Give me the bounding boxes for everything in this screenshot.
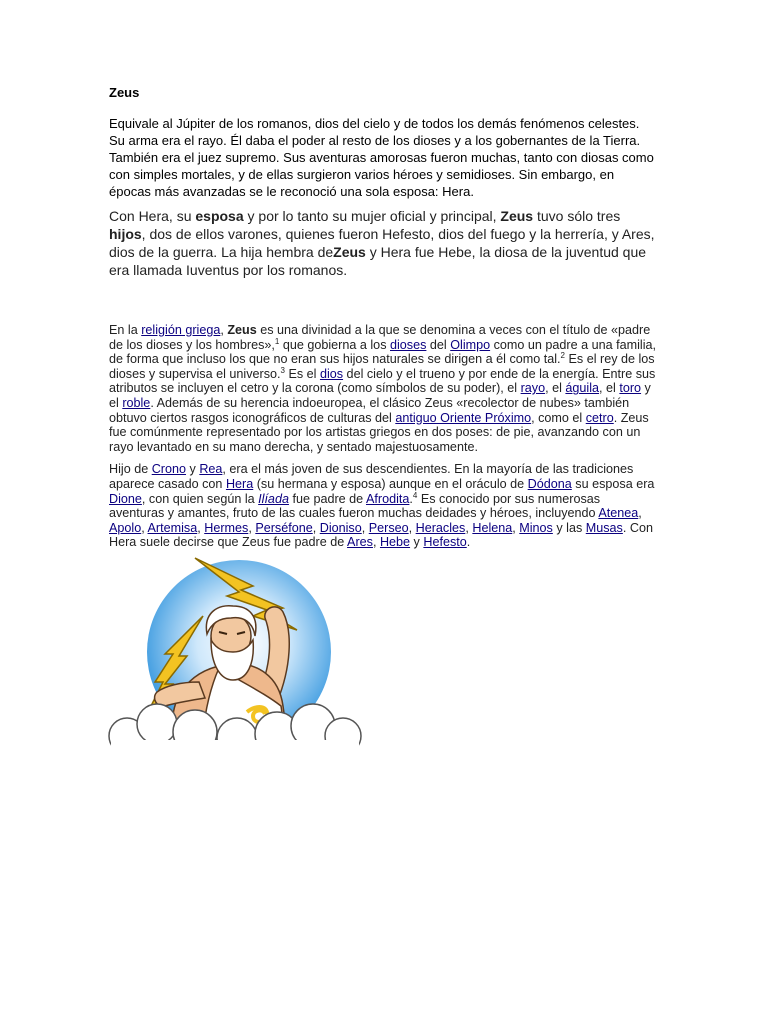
text: , era el más joven de sus descendientes. En la mayoría de las tradiciones aparece casado con [109, 462, 634, 491]
link-dione[interactable]: Dione [109, 491, 142, 506]
link-rayo[interactable]: rayo [520, 381, 546, 396]
text: Es el [284, 366, 320, 381]
link-musas[interactable]: Musas [585, 520, 623, 535]
text: . [466, 535, 471, 550]
link-roble[interactable]: roble [122, 395, 151, 410]
text: , [197, 520, 205, 535]
text: , con quien según la [141, 491, 259, 506]
text: , [372, 535, 380, 550]
link-hefesto[interactable]: Hefesto [423, 535, 467, 550]
bold-zeus: Zeus [500, 208, 534, 224]
link-toro[interactable]: toro [619, 381, 642, 396]
text: , [220, 323, 228, 337]
link-helena[interactable]: Helena [472, 520, 513, 535]
text: , [408, 520, 416, 535]
text: Con Hera, su [109, 208, 196, 224]
page-title: Zeus [109, 85, 140, 100]
wikipedia-excerpt [109, 323, 657, 550]
footnote-2[interactable]: 2 [560, 351, 565, 360]
text: . Con Hera suele decirse que Zeus fue padre de [109, 520, 653, 550]
text: , [512, 520, 520, 535]
bold-zeus: Zeus [333, 244, 366, 260]
footnote-4[interactable]: 4 [412, 490, 418, 500]
text: , el [599, 381, 620, 396]
link-antiguo-oriente-proximo[interactable]: antiguo Oriente Próximo [395, 410, 532, 425]
bold-hijos: hijos [109, 226, 142, 242]
text: , [141, 520, 148, 535]
text: Es conocido por sus numerosas aventuras y amantes, fruto de las cuales fueron muchas deidades y héroes, incluyendo [109, 491, 601, 521]
link-olimpo[interactable]: Olimpo [450, 337, 491, 352]
text: . Además de su herencia indoeuropea, el clásico Zeus «recolector de nubes» también obtuvo ciertos rasgos iconográficos de culturas del [109, 395, 630, 425]
link-perseo[interactable]: Perseo [368, 520, 409, 535]
link-dioniso[interactable]: Dioniso [319, 520, 362, 535]
link-artemisa[interactable]: Artemisa [147, 520, 198, 535]
link-minos[interactable]: Minos [519, 520, 553, 535]
text: En la [109, 323, 142, 337]
religion-paragraph [109, 323, 657, 454]
link-ares[interactable]: Ares [347, 535, 373, 550]
text: , [248, 520, 256, 535]
link-heracles[interactable]: Heracles [415, 520, 466, 535]
hera-paragraph [109, 207, 657, 279]
text: y [410, 535, 424, 550]
link-crono[interactable]: Crono [151, 462, 187, 477]
text: . [409, 491, 413, 506]
link-persefone[interactable]: Perséfone [255, 520, 313, 535]
text: , como el [531, 410, 586, 425]
intro-paragraph: Equivale al Júpiter de los romanos, dios del cielo y de todos los demás fenómenos celestes. Su arma era el rayo. Él daba el poder al resto de los dioses y a los gobernantes de la Tierra. También era el juez supremo. Sus aventuras amorosas fueron muchas, tanto con diosas como con simples mortales, y de ellas surgieron varios héroes y semidioses. Sin embargo, en épocas más avanzadas se le reconoció una sola esposa: Hera. [109, 116, 654, 199]
text: (su hermana y esposa) aunque en el oráculo de [253, 476, 528, 491]
text: y por lo tanto su mujer oficial y principal, [243, 208, 501, 224]
text: , [638, 506, 642, 521]
link-hebe[interactable]: Hebe [379, 535, 411, 550]
link-dios[interactable]: dios [319, 366, 344, 381]
link-hermes[interactable]: Hermes [204, 520, 249, 535]
link-hera[interactable]: Hera [225, 476, 254, 491]
link-afrodita[interactable]: Afrodita [365, 491, 410, 506]
text: y las [552, 520, 586, 535]
text: del [426, 337, 451, 352]
text: como un padre a una familia, de forma que incluso los que no eran sus hijos naturales se dirigen a él como tal. [109, 337, 657, 367]
footnote-1[interactable]: 1 [274, 336, 280, 346]
zeus-illustration [107, 556, 363, 756]
link-rea[interactable]: Rea [199, 462, 223, 477]
link-dioses[interactable]: dioses [390, 337, 427, 352]
family-paragraph [109, 462, 657, 550]
link-apolo[interactable]: Apolo [109, 520, 142, 535]
text: , [465, 520, 473, 535]
document-page [109, 84, 657, 756]
link-iliada[interactable]: Ilíada [258, 491, 289, 506]
text: y el [109, 381, 651, 410]
bold-esposa: esposa [195, 208, 244, 224]
text: , [361, 520, 369, 535]
link-dodona[interactable]: Dódona [527, 476, 572, 491]
text: Hijo de [109, 462, 152, 477]
link-atenea[interactable]: Atenea [598, 506, 639, 521]
footnote-3[interactable]: 3 [280, 365, 285, 375]
text: fue padre de [288, 491, 366, 506]
text: , el [545, 381, 566, 396]
text: . Zeus fue comúnmente representado por los artistas griegos en dos poses: de pie, avanzando con un rayo levantado en su mano derecha, y sentado majestuosamente. [109, 410, 649, 454]
text: que gobierna a los [279, 337, 390, 352]
text: , dos de ellos varones, quienes fueron Hefesto, dios del fuego y la herrería, y Ares, dios de la guerra. La hija hembra de [109, 226, 655, 260]
text: su esposa era [571, 476, 655, 491]
link-cetro[interactable]: cetro [585, 410, 614, 425]
text: Es el rey de los dioses y supervisa el universo. [109, 352, 655, 381]
link-religion-griega[interactable]: religión griega [141, 323, 221, 337]
text: del cielo y el trueno y por ende de la energía. Entre sus atributos se incluyen el cetro y la corona (como símbolos de su poder), el [109, 366, 656, 396]
text: tuvo sólo tres [533, 208, 621, 224]
bold-zeus: Zeus [227, 323, 257, 337]
text: y [186, 462, 200, 477]
text: es una divinidad a la que se denomina a veces con el título de «padre de los dioses y los hombres», [109, 323, 651, 352]
text: y Hera fue Hebe, la diosa de la juventud que era llamada Iuventus por los romanos. [109, 244, 647, 278]
text: , [312, 520, 320, 535]
link-aguila[interactable]: águila [565, 381, 600, 396]
